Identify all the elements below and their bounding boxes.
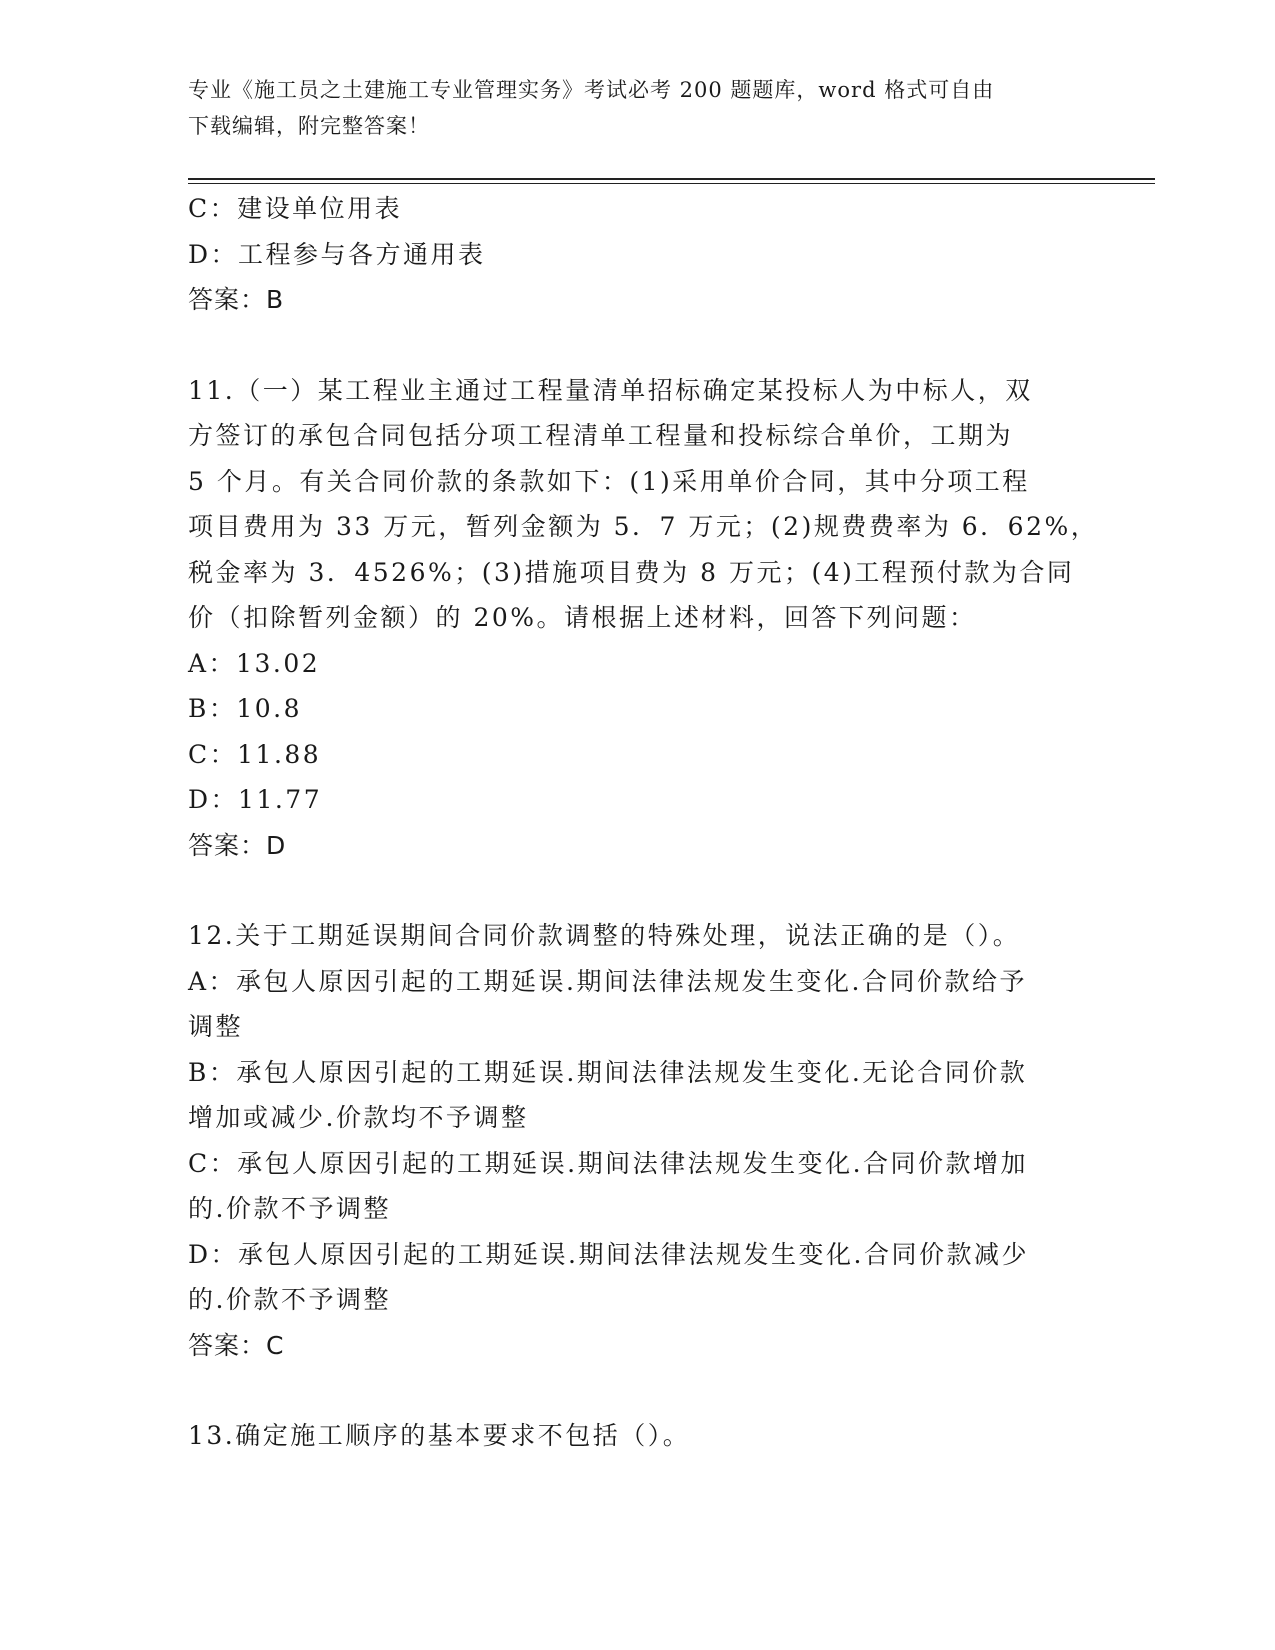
answer: 答案：B [188, 285, 285, 314]
spacer [188, 1368, 1068, 1413]
question-stem-line: 价（扣除暂列金额）的 20%。请根据上述材料，回答下列问题： [188, 603, 977, 632]
option-c: C：建设单位用表 [188, 194, 403, 223]
question-stem-line: 5 个月。有关合同价款的条款如下：(1)采用单价合同，其中分项工程 [188, 466, 1030, 496]
option-b: B：10.8 [188, 694, 303, 723]
spacer [188, 868, 1068, 913]
option-c-continued: 的.价款不予调整 [188, 1194, 391, 1223]
question-stem: 12.关于工期延误期间合同价款调整的特殊处理，说法正确的是（）。 [188, 921, 1021, 950]
question-stem-line: 11.（一）某工程业主通过工程量清单招标确定某投标人为中标人，双 [188, 375, 1033, 405]
question-stem-line: 方签订的承包合同包括分项工程清单工程量和投标综合单价，工期为 [188, 421, 1014, 450]
option-b-continued: 增加或减少.价款均不予调整 [188, 1103, 529, 1132]
option-c: C：11.88 [188, 739, 322, 769]
header-divider-thick [188, 178, 1155, 180]
option-c: C：承包人原因引起的工期延误.期间法律法规发生变化.合同价款增加 [188, 1148, 1029, 1178]
header-line-2: 下载编辑，附完整答案！ [188, 114, 430, 138]
header-divider-thin [188, 183, 1155, 184]
question-13 [188, 1413, 1068, 1459]
answer: 答案：C [188, 1330, 285, 1360]
question-stem: 13.确定施工顺序的基本要求不包括（）。 [188, 1421, 691, 1450]
question-11 [188, 368, 1099, 869]
option-b: B：承包人原因引起的工期延误.期间法律法规发生变化.无论合同价款 [188, 1057, 1028, 1087]
option-d: D：承包人原因引起的工期延误.期间法律法规发生变化.合同价款减少 [188, 1239, 1029, 1269]
question-12 [188, 913, 1068, 1368]
answer: 答案：D [188, 830, 287, 860]
question-stem-line: 税金率为 3．4526%；(3)措施项目费为 8 万元；(4)工程预付款为合同 [188, 557, 1075, 587]
option-d: D：11.77 [188, 785, 323, 814]
option-a: A：承包人原因引起的工期延误.期间法律法规发生变化.合同价款给予 [188, 966, 1027, 996]
document-body [188, 186, 1099, 1459]
header-line-1: 专业《施工员之土建施工专业管理实务》考试必考 200 题题库，word 格式可自由 [188, 78, 995, 102]
option-d-continued: 的.价款不予调整 [188, 1285, 391, 1314]
spacer [188, 323, 1068, 368]
option-d: D：工程参与各方通用表 [188, 239, 486, 269]
previous-question-tail [188, 186, 1068, 323]
document-header [188, 72, 1068, 144]
option-a: A：13.02 [188, 648, 321, 678]
option-a-continued: 调整 [188, 1012, 244, 1041]
question-stem-line: 项目费用为 33 万元，暂列金额为 5．7 万元；(2)规费费率为 6．62%， [188, 512, 1099, 541]
